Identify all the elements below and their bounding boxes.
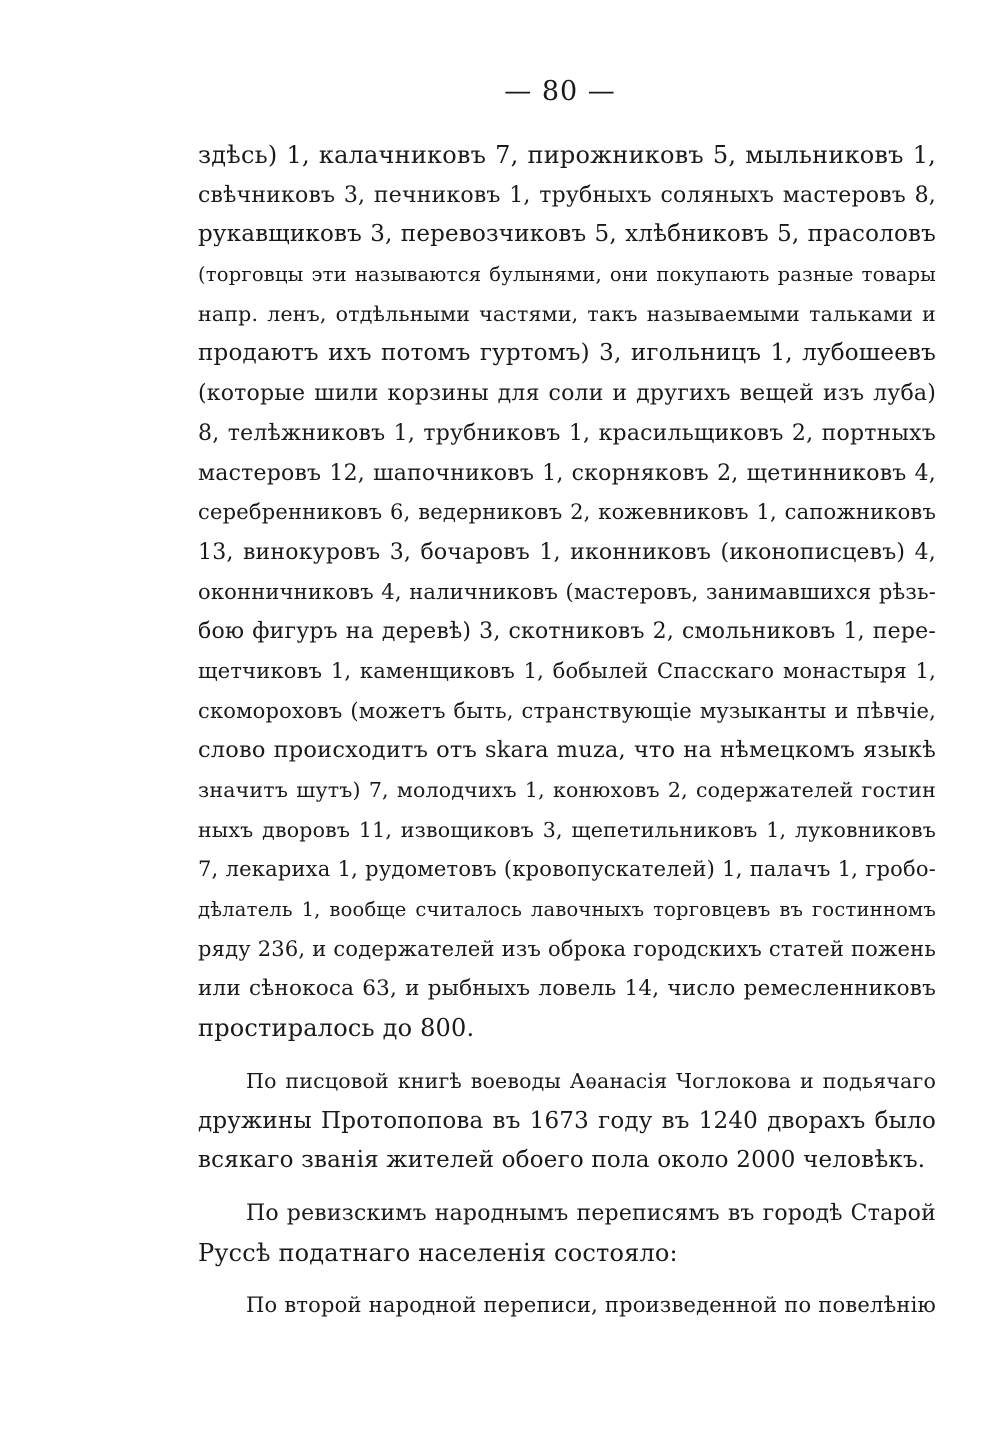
text-line: (которые шили корзины для соли и другихъ вещей изъ луба) bbox=[198, 381, 936, 407]
text-line: 7, лекариха 1, рудометовъ (кровопускателей) 1, палачъ 1, гробо- bbox=[198, 857, 936, 882]
text-line: здѣсь) 1, калачниковъ 7, пирожниковъ 5, мыльниковъ 1, bbox=[198, 141, 936, 169]
paragraph-continued bbox=[198, 136, 936, 1049]
text-line: ряду 236, и содержателей изъ оброка городскихъ статей пожень bbox=[198, 936, 936, 961]
text-line: дружины Протопопова въ 1673 году въ 1240 дворахъ было bbox=[198, 1107, 936, 1134]
text-line: По второй народной переписи, произведенной по повелѣнію bbox=[246, 1293, 936, 1318]
text-line: всякаго званія жителей обоего пола около 2000 человѣкъ. bbox=[198, 1147, 926, 1174]
body-text bbox=[198, 136, 936, 1326]
text-line: 8, телѣжниковъ 1, трубниковъ 1, красильщиковъ 2, портныхъ bbox=[198, 420, 936, 446]
text-line: продаютъ ихъ потомъ гуртомъ) 3, игольницъ 1, лубошеевъ bbox=[198, 340, 936, 367]
text-line: свѣчниковъ 3, печниковъ 1, трубныхъ соляныхъ мастеровъ 8, bbox=[198, 182, 936, 208]
paragraph-vtoraya-perepis bbox=[198, 1286, 936, 1326]
paragraph-pistsovaya-kniga bbox=[198, 1062, 936, 1181]
text-line: оконничниковъ 4, наличниковъ (мастеровъ, занимавшихся рѣзь- bbox=[198, 579, 936, 604]
text-line: бою фигуръ на деревѣ) 3, скотниковъ 2, смольниковъ 1, пере- bbox=[198, 619, 936, 645]
paragraph-revizskie-perepisi bbox=[198, 1194, 936, 1273]
text-line: 13, винокуровъ 3, бочаровъ 1, иконниковъ (иконописцевъ) 4, bbox=[198, 539, 936, 565]
text-line: или сѣнокоса 63, и рыбныхъ ловель 14, число ремесленниковъ bbox=[198, 976, 936, 1002]
text-line: ныхъ дворовъ 11, извощиковъ 3, щепетильниковъ 1, луковниковъ bbox=[198, 817, 936, 842]
text-line: рукавщиковъ 3, перевозчиковъ 5, хлѣбниковъ 5, прасоловъ bbox=[198, 221, 936, 248]
text-line: скомороховъ (можетъ быть, странствующіе музыканты и пѣвчіе, bbox=[198, 698, 936, 723]
text-line: По писцовой книгѣ воеводы Аѳанасія Чоглокова и подьячаго bbox=[246, 1068, 936, 1093]
text-line: (торговцы эти называются булынями, они покупають разные товары bbox=[198, 263, 936, 287]
text-line: напр. ленъ, отдѣльными частями, такъ называемыми тальками и bbox=[198, 301, 936, 326]
text-line: серебренниковъ 6, ведерниковъ 2, кожевниковъ 1, сапожниковъ bbox=[198, 500, 936, 525]
text-line: По ревизскимъ народнымъ переписямъ въ городѣ Старой bbox=[246, 1200, 936, 1226]
text-line: простиралось до 800. bbox=[198, 1014, 475, 1043]
text-line: слово происходитъ отъ skara muza, что на нѣмецкомъ языкѣ bbox=[198, 737, 936, 764]
text-line: дѣлатель 1, вообще считалось лавочныхъ торговцевъ въ гостинномъ bbox=[198, 898, 936, 922]
text-line: щетчиковъ 1, каменщиковъ 1, бобылей Спасскаго монастыря 1, bbox=[198, 658, 936, 683]
text-line: мастеровъ 12, шапочниковъ 1, скорняковъ 2, щетинниковъ 4, bbox=[198, 460, 936, 486]
text-line: Руссѣ податнаго населенія состояло: bbox=[198, 1238, 678, 1267]
page-number: — 80 — bbox=[504, 76, 616, 107]
text-line: значитъ шутъ) 7, молодчихъ 1, конюховъ 2, содержателей гостин bbox=[198, 778, 936, 802]
